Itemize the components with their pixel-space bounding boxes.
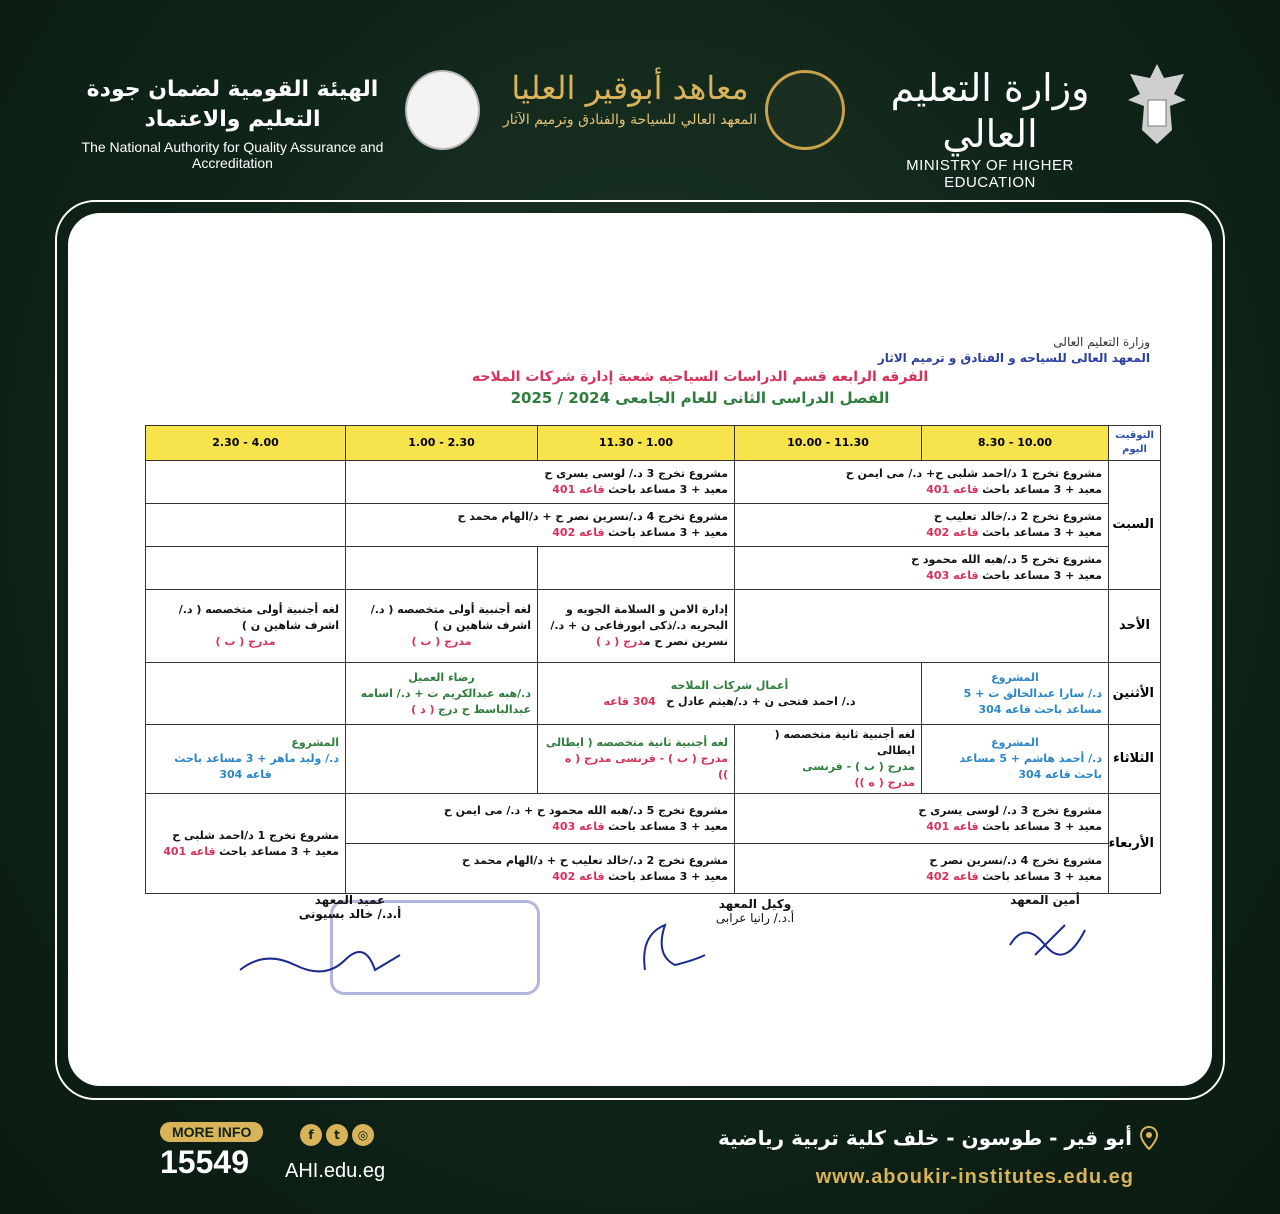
header xyxy=(0,40,1280,191)
cell-line: مشروع تخرج 3 د./ لوسى يسرى ح xyxy=(544,467,728,480)
cell-line: مدرج ( ب ) - فرنسى xyxy=(802,760,915,773)
cell-line: د./هبه عبدالكريم ت + د./ اسامه عبدالباسط ح درج xyxy=(360,686,531,716)
institute-title xyxy=(500,68,760,128)
doc-line-department: الفرقه الرابعه قسم الدراسات السياحيه شعبة إدارة شركات الملاحه xyxy=(471,369,929,385)
corner-time: التوقيت xyxy=(1115,430,1154,441)
naqaae-ar: الهيئة القومية لضمان جودة التعليم والاعتماد xyxy=(86,77,379,132)
room-label: مدرج ( ه )) xyxy=(854,776,915,789)
cell-line: معيد + 3 مساعد باحث xyxy=(982,483,1102,496)
secretary-signature-block xyxy=(990,893,1100,907)
sun-slot-3 xyxy=(538,590,735,663)
wed-slot-2b xyxy=(346,844,735,894)
cell-line: لغه أجنبية ثانية متخصصه ( ايطالى xyxy=(545,736,728,749)
mon-slot-4 xyxy=(346,663,538,725)
website-link[interactable]: www.aboukir-institutes.edu.eg xyxy=(815,1166,1134,1188)
mon-slot-2 xyxy=(538,663,922,725)
ministry-title xyxy=(860,65,1120,191)
time-slot-3: 1.00 - 11.30 xyxy=(538,426,735,461)
table-row xyxy=(146,663,1161,725)
room-label: )) xyxy=(717,768,728,781)
sat-slot-5b xyxy=(146,504,346,547)
cell-line: مدرج ( ب ) - فرنسى مدرج ( ه xyxy=(564,752,728,765)
mon-slot-1 xyxy=(922,663,1109,725)
room-label: مدرج ( ب ) xyxy=(215,635,276,648)
time-slot-2: 11.30 - 10.00 xyxy=(735,426,922,461)
day-sunday: الأحد xyxy=(1109,590,1161,663)
room-label: درج ( د ) xyxy=(595,635,644,648)
more-info-badge: MORE INFO xyxy=(160,1122,263,1142)
wed-slot-2 xyxy=(346,794,735,844)
cell-line: رضاء العميل xyxy=(408,670,475,684)
wed-slot-1 xyxy=(735,794,1109,844)
cell-line: د./ وليد ماهر + 3 مساعد باحث xyxy=(174,752,339,765)
cell-line: معيد + 3 مساعد باحث xyxy=(982,569,1102,582)
cell-line: معيد + 3 مساعد باحث xyxy=(608,483,728,496)
sat-slot-5 xyxy=(146,461,346,504)
hotline-number[interactable]: 15549 xyxy=(160,1144,249,1180)
ministry-ar: وزارة التعليم العالي xyxy=(890,66,1090,156)
sat-slot-1b xyxy=(735,504,1109,547)
day-saturday: السبت xyxy=(1109,461,1161,590)
day-wednesday: الأربعاء xyxy=(1109,794,1161,894)
sat-slot-2 xyxy=(346,461,735,504)
sat-slot-4c xyxy=(346,547,538,590)
doc-line-semester: الفصل الدراسى الثانى للعام الجامعى 2024 / 2025 xyxy=(510,389,890,407)
doc-line-ministry: وزارة التعليم العالى xyxy=(1053,335,1150,349)
room-label: قاعه 304 xyxy=(219,768,272,781)
vice-name: أ.د./ رانيا عرابى xyxy=(715,911,795,925)
cell-line: إدارة الامن و السلامة الجويه و البحريه د./ذكى ابورفاعى ن + د./ نسرين نصر ح م xyxy=(550,603,728,648)
cell-line: د./ سارا عبدالخالق ت + 5 مساعد باحث xyxy=(963,686,1102,716)
time-slot-5: 4.00 - 2.30 xyxy=(146,426,346,461)
secretary-title: أمين المعهد xyxy=(1010,893,1080,907)
cell-line: معيد + 3 مساعد باحث xyxy=(982,869,1102,883)
table-row xyxy=(146,725,1161,794)
day-monday: الأثنين xyxy=(1109,663,1161,725)
cell-line: مشروع تخرج 4 د./نسرين نصر ح xyxy=(929,853,1102,867)
cell-line: معيد + 3 مساعد باحث xyxy=(608,526,728,539)
location-pin-icon xyxy=(1140,1126,1158,1150)
sat-slot-5c xyxy=(146,547,346,590)
room-label: قاعه 401 xyxy=(926,819,979,833)
eagle-emblem-icon xyxy=(1124,60,1190,148)
naqaae-title xyxy=(60,75,405,171)
tue-slot-3 xyxy=(538,725,735,794)
twitter-icon[interactable]: t xyxy=(326,1124,348,1146)
tue-slot-1 xyxy=(922,725,1109,794)
vice-title: وكيل المعهد xyxy=(718,897,792,911)
time-slot-1: 10.00 - 8.30 xyxy=(922,426,1109,461)
mon-slot-5 xyxy=(146,663,346,725)
facebook-icon[interactable]: f xyxy=(300,1124,322,1146)
secretary-signature-icon xyxy=(1005,915,1095,965)
day-tuesday: الثلاثاء xyxy=(1109,725,1161,794)
institute-ar: معاهد أبوقير العليا xyxy=(511,69,749,107)
room-label: ( د ) xyxy=(411,702,435,716)
document-heading xyxy=(250,335,1150,407)
room-label: قاعه 304 xyxy=(978,702,1031,716)
room-label: 304 قاعه xyxy=(603,694,656,708)
cell-line: معيد + 3 مساعد باحث xyxy=(982,819,1102,833)
instagram-icon[interactable]: ◎ xyxy=(352,1124,374,1146)
cell-line: معيد + 3 مساعد باحث xyxy=(219,844,339,858)
cell-line: مشروع تخرج 5 د./هبه الله محمود ح xyxy=(911,553,1102,566)
address-text: أبو قير - طوسون - خلف كلية تربية رياضية xyxy=(718,1126,1132,1150)
sun-slot-1 xyxy=(735,590,1109,663)
room-label: قاعه 402 xyxy=(926,526,979,539)
corner-day: اليوم xyxy=(1122,444,1147,455)
more-info-block xyxy=(160,1122,263,1181)
dean-name: أ.د./ خالد بسيونى xyxy=(298,907,402,921)
wed-slot-1b xyxy=(735,844,1109,894)
table-row xyxy=(146,461,1161,504)
cell-line: د./ احمد فتحى ن + د./هيثم عادل ح xyxy=(666,694,856,708)
cell-line: مشروع تخرج 3 د./ لوسى يسرى ح xyxy=(918,803,1102,817)
room-label: قاعه 401 xyxy=(926,483,979,496)
time-slot-4: 2.30 - 1.00 xyxy=(346,426,538,461)
institute-sub: المعهد العالي للسياحة والفنادق وترميم الآثار xyxy=(502,112,757,128)
cell-line: لغه أجنبية أولى متخصصه ( د./ اشرف شاهين ن ) xyxy=(370,603,531,632)
naqaae-en: The National Authority for Quality Assurance and Accreditation xyxy=(81,139,384,171)
room-label: مدرج ( ب ) xyxy=(411,635,472,648)
sat-slot-1 xyxy=(735,461,1109,504)
tue-slot-4 xyxy=(346,725,538,794)
cell-line: معيد + 3 مساعد باحث xyxy=(608,819,728,833)
cell-line: مشروع تخرج 1 د/احمد شلبى ح+ د./ مى ايمن ح xyxy=(845,467,1102,480)
cell-line: مشروع تخرج 5 د./هبه الله محمود ح + د./ مى ايمن ح xyxy=(443,803,728,817)
room-label: قاعه 403 xyxy=(926,569,979,582)
room-label: قاعه 401 xyxy=(552,483,605,496)
room-label: قاعه 401 xyxy=(163,844,216,858)
room-label: قاعه 402 xyxy=(926,869,979,883)
cell-line: معيد + 3 مساعد باحث xyxy=(608,869,728,883)
cell-line: مشروع تخرج 4 د./نسرين نصر ح + د/الهام محمد ح xyxy=(457,510,728,523)
corner-cell xyxy=(1109,426,1161,461)
room-label: قاعه 304 xyxy=(1018,768,1071,781)
ministry-en: MINISTRY OF HIGHER EDUCATION xyxy=(906,157,1074,191)
sat-slot-2b xyxy=(346,504,735,547)
dean-signature-icon xyxy=(235,930,405,990)
room-label: قاعه 402 xyxy=(552,526,605,539)
cell-line: المشروع xyxy=(291,736,339,749)
cell-line: المشروع xyxy=(991,670,1039,684)
tue-slot-5 xyxy=(146,725,346,794)
wed-slot-5 xyxy=(146,794,346,894)
tue-slot-2 xyxy=(735,725,922,794)
sat-slot-3c xyxy=(538,547,735,590)
cell-line: مشروع تخرج 1 د/احمد شلبى ح xyxy=(172,828,339,842)
cell-line: مشروع تخرج 2 د./خالد تعليب ح xyxy=(933,510,1102,523)
table-row xyxy=(146,590,1161,663)
cell-line: المشروع xyxy=(991,736,1039,749)
naqaae-logo-icon xyxy=(405,70,480,150)
sun-slot-4 xyxy=(346,590,538,663)
dean-title: عميد المعهد xyxy=(314,893,386,907)
institute-emblem-icon xyxy=(765,70,845,150)
dean-signature-block xyxy=(285,893,415,921)
cell-line: مشروع تخرج 2 د./خالد تعليب ح + د/الهام محمد ح xyxy=(461,853,728,867)
cell-line: لغه أجنبية ثانية متخصصه ( ايطالى xyxy=(774,728,915,757)
table-row xyxy=(146,794,1161,844)
sun-slot-5 xyxy=(146,590,346,663)
table-row xyxy=(146,547,1161,590)
sat-slot-1c xyxy=(735,547,1109,590)
short-site-link[interactable]: AHI.edu.eg xyxy=(285,1160,386,1182)
room-label: قاعه 402 xyxy=(552,869,605,883)
cell-line: د./ أحمد هاشم + 5 مساعد باحث xyxy=(959,752,1102,781)
room-label: قاعه 403 xyxy=(552,819,605,833)
table-header-row xyxy=(146,426,1161,461)
social-links xyxy=(300,1124,374,1146)
table-row xyxy=(146,504,1161,547)
vice-signature-icon xyxy=(635,915,715,980)
doc-line-institute: المعهد العالى للسياحه و الفنادق و ترميم الاثار xyxy=(877,351,1150,365)
schedule-table xyxy=(145,425,1161,894)
cell-line: أعمال شركات الملاحه xyxy=(670,678,789,692)
cell-line: لغه أجنبية أولى متخصصه ( د./ اشرف شاهين ن ) xyxy=(178,603,339,632)
cell-line: معيد + 3 مساعد باحث xyxy=(982,526,1102,539)
